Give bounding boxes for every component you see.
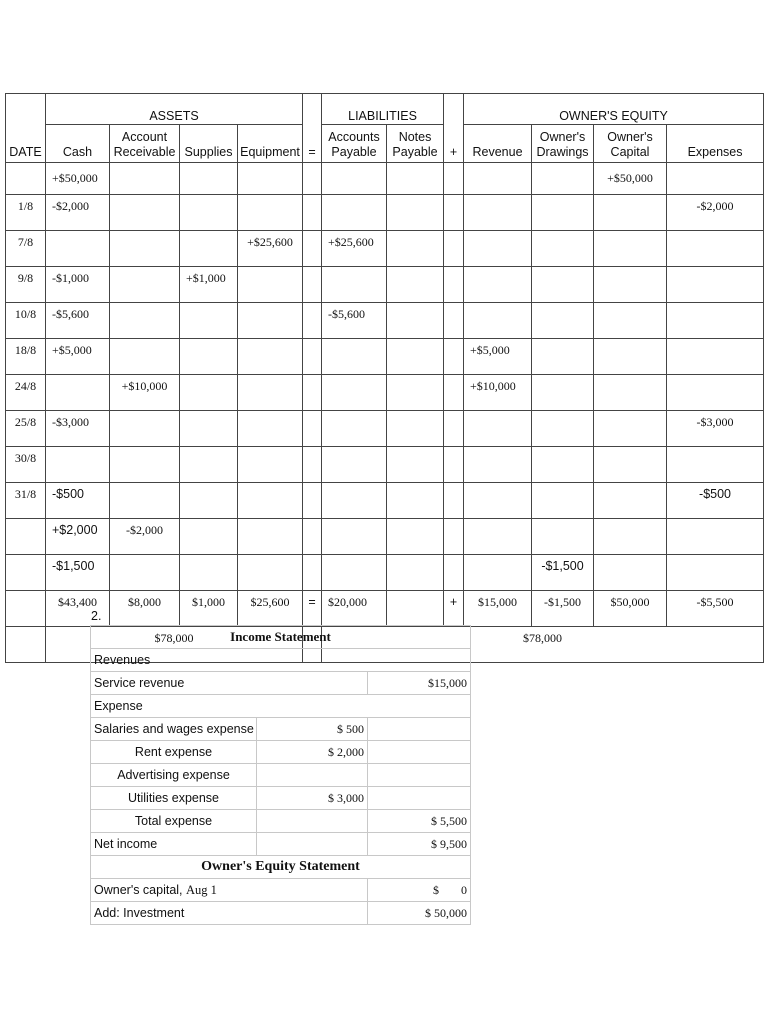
cell-capital (594, 483, 667, 519)
cell-supplies (180, 483, 238, 519)
cell-drawings (532, 195, 594, 231)
cell-date (6, 519, 46, 555)
cell-ap (322, 339, 387, 375)
cell-supplies (180, 339, 238, 375)
cell-equipment (238, 163, 303, 195)
cell-ap (322, 555, 387, 591)
cell-cash: -$2,000 (46, 195, 110, 231)
plus-spacer (444, 375, 464, 411)
total-owners-drawings: -$1,500 (532, 591, 594, 627)
totals-date (6, 591, 46, 627)
total-supplies: $1,000 (180, 591, 238, 627)
col-notes-payable: Notes Payable (387, 125, 444, 163)
cell-equipment (238, 411, 303, 447)
plus-spacer (444, 555, 464, 591)
cell-supplies (180, 163, 238, 195)
totals-plus: + (444, 591, 464, 627)
cell-capital (594, 555, 667, 591)
transaction-row (6, 519, 764, 555)
cell-revenue (464, 447, 532, 483)
cell-capital (594, 375, 667, 411)
grand-totals-date (6, 627, 46, 663)
cell-revenue (464, 231, 532, 267)
cell-drawings (532, 267, 594, 303)
total-notes-payable (387, 591, 444, 627)
cell-revenue (464, 519, 532, 555)
cell-equipment: +$25,600 (238, 231, 303, 267)
income-statement-title: Income Statement (91, 626, 471, 649)
expense-label-utilities: Utilities expense (91, 787, 257, 810)
cell-expenses (667, 267, 764, 303)
cell-ar (110, 303, 180, 339)
equals-spacer (303, 163, 322, 195)
cell-revenue (464, 483, 532, 519)
cell-ap (322, 375, 387, 411)
col-cash: Cash (46, 125, 110, 163)
transaction-row (6, 555, 764, 591)
equals-spacer (303, 375, 322, 411)
cell-supplies (180, 555, 238, 591)
plus-spacer (444, 195, 464, 231)
col-date: DATE (6, 125, 46, 163)
cell-drawings (532, 411, 594, 447)
cell-cash (46, 231, 110, 267)
cell-revenue (464, 267, 532, 303)
total-assets: $78,000 (46, 627, 303, 663)
cell-supplies (180, 447, 238, 483)
cell-capital (594, 267, 667, 303)
col-equals: = (303, 125, 322, 163)
cell-ar (110, 411, 180, 447)
plus-spacer (444, 267, 464, 303)
plus-spacer (444, 447, 464, 483)
cell-np (387, 195, 444, 231)
expense-label-rent: Rent expense (91, 741, 257, 764)
cell-np (387, 163, 444, 195)
cell-supplies (180, 519, 238, 555)
cell-drawings (532, 447, 594, 483)
owners-capital-date: Aug 1 (186, 882, 217, 897)
net-income-label: Net income (91, 833, 257, 856)
cell-np (387, 231, 444, 267)
header-spacer (444, 94, 464, 125)
cell-cash (46, 375, 110, 411)
cell-expenses (667, 231, 764, 267)
equals-spacer (303, 555, 322, 591)
equals-spacer (303, 483, 322, 519)
transaction-row (6, 339, 764, 375)
totals-equals: = (303, 591, 322, 627)
cell-equipment (238, 303, 303, 339)
expense-blank (368, 741, 471, 764)
equals-spacer (303, 447, 322, 483)
income-statement-table (90, 625, 471, 925)
cell-expenses: -$500 (667, 483, 764, 519)
cell-ap (322, 447, 387, 483)
cell-capital (594, 447, 667, 483)
cell-cash: -$500 (46, 483, 110, 519)
owners-equity-header: OWNER'S EQUITY (464, 94, 764, 125)
cell-revenue: +$10,000 (464, 375, 532, 411)
expense-value-salaries: $ 500 (257, 718, 368, 741)
cell-date: 1/8 (6, 195, 46, 231)
owners-capital-value: $ 0 (368, 879, 471, 902)
cell-equipment (238, 195, 303, 231)
total-accounts-receivable: $8,000 (110, 591, 180, 627)
cell-revenue (464, 555, 532, 591)
cell-equipment (238, 483, 303, 519)
cell-np (387, 303, 444, 339)
expense-label: Expense (91, 695, 471, 718)
total-revenue: $15,000 (464, 591, 532, 627)
liabilities-header: LIABILITIES (322, 94, 444, 125)
header-spacer (303, 94, 322, 125)
transaction-row (6, 267, 764, 303)
transaction-row (6, 303, 764, 339)
cell-expenses: -$2,000 (667, 195, 764, 231)
total-owners-capital: $50,000 (594, 591, 667, 627)
expense-blank (368, 718, 471, 741)
plus-spacer (444, 483, 464, 519)
cell-equipment (238, 375, 303, 411)
equals-spacer (303, 231, 322, 267)
cell-np (387, 375, 444, 411)
cell-date (6, 555, 46, 591)
cell-ap (322, 267, 387, 303)
cell-drawings (532, 303, 594, 339)
cell-drawings (532, 483, 594, 519)
service-revenue-value: $15,000 (368, 672, 471, 695)
expense-value-advertising (257, 764, 368, 787)
cell-drawings (532, 375, 594, 411)
transaction-row (6, 231, 764, 267)
transaction-row (6, 411, 764, 447)
cell-revenue (464, 411, 532, 447)
cell-supplies (180, 411, 238, 447)
cell-ap: +$25,600 (322, 231, 387, 267)
cell-date: 18/8 (6, 339, 46, 375)
plus-spacer (444, 339, 464, 375)
assets-header: ASSETS (46, 94, 303, 125)
cell-drawings: -$1,500 (532, 555, 594, 591)
cell-equipment (238, 447, 303, 483)
equals-spacer (303, 267, 322, 303)
total-expenses: -$5,500 (667, 591, 764, 627)
cell-capital (594, 519, 667, 555)
cell-drawings (532, 231, 594, 267)
cell-equipment (238, 519, 303, 555)
transaction-row (6, 375, 764, 411)
col-plus: + (444, 125, 464, 163)
equals-spacer (303, 519, 322, 555)
cell-ap (322, 411, 387, 447)
cell-ar (110, 555, 180, 591)
col-owners-drawings: Owner's Drawings (532, 125, 594, 163)
cell-capital (594, 231, 667, 267)
total-equipment: $25,600 (238, 591, 303, 627)
expense-label-salaries: Salaries and wages expense (91, 718, 257, 741)
cell-cash: -$3,000 (46, 411, 110, 447)
cell-ar (110, 483, 180, 519)
cell-drawings (532, 339, 594, 375)
col-revenue: Revenue (464, 125, 532, 163)
equals-spacer (303, 339, 322, 375)
accounting-equation-table (5, 93, 764, 663)
cell-np (387, 339, 444, 375)
cell-np (387, 267, 444, 303)
revenues-label: Revenues (91, 649, 471, 672)
cell-date: 31/8 (6, 483, 46, 519)
cell-np (387, 555, 444, 591)
cell-capital (594, 339, 667, 375)
cell-ap (322, 483, 387, 519)
plus-spacer (444, 231, 464, 267)
plus-spacer (444, 163, 464, 195)
col-accounts-receivable: Account Receivable (110, 125, 180, 163)
total-expense-blank (257, 810, 368, 833)
cell-supplies (180, 375, 238, 411)
cell-cash: +$5,000 (46, 339, 110, 375)
cell-date: 7/8 (6, 231, 46, 267)
cell-drawings (532, 163, 594, 195)
cell-date (6, 163, 46, 195)
cell-capital: +$50,000 (594, 163, 667, 195)
total-expense-label: Total expense (91, 810, 257, 833)
cell-np (387, 483, 444, 519)
investment-label: Add: Investment (91, 902, 368, 925)
col-owners-capital: Owner's Capital (594, 125, 667, 163)
equals-spacer (303, 411, 322, 447)
expense-label-advertising: Advertising expense (91, 764, 257, 787)
transaction-row (6, 483, 764, 519)
net-income-blank (257, 833, 368, 856)
cell-ar (110, 339, 180, 375)
cell-date: 24/8 (6, 375, 46, 411)
plus-spacer (444, 303, 464, 339)
cell-supplies: +$1,000 (180, 267, 238, 303)
cell-capital (594, 303, 667, 339)
totals-row (6, 591, 764, 627)
transaction-row (6, 447, 764, 483)
cell-revenue (464, 303, 532, 339)
expense-value-utilities: $ 3,000 (257, 787, 368, 810)
transaction-row (6, 163, 764, 195)
cell-date: 9/8 (6, 267, 46, 303)
cell-ar: +$10,000 (110, 375, 180, 411)
col-expenses: Expenses (667, 125, 764, 163)
cell-ap (322, 519, 387, 555)
plus-spacer (444, 519, 464, 555)
cell-supplies (180, 303, 238, 339)
plus-spacer (444, 411, 464, 447)
cell-capital (594, 195, 667, 231)
cell-equipment (238, 555, 303, 591)
col-equipment: Equipment (238, 125, 303, 163)
cell-expenses (667, 375, 764, 411)
cell-cash: -$1,500 (46, 555, 110, 591)
cell-expenses (667, 163, 764, 195)
equals-spacer (303, 195, 322, 231)
cell-np (387, 411, 444, 447)
cell-date: 30/8 (6, 447, 46, 483)
cell-expenses (667, 447, 764, 483)
cell-cash: -$1,000 (46, 267, 110, 303)
cell-equipment (238, 267, 303, 303)
cell-cash: -$5,600 (46, 303, 110, 339)
cell-date: 10/8 (6, 303, 46, 339)
cell-np (387, 447, 444, 483)
cell-ap (322, 163, 387, 195)
cell-ar: -$2,000 (110, 519, 180, 555)
net-income-value: $ 9,500 (368, 833, 471, 856)
cell-ar (110, 267, 180, 303)
cell-np (387, 519, 444, 555)
total-expense-value: $ 5,500 (368, 810, 471, 833)
cell-cash: +$50,000 (46, 163, 110, 195)
cell-expenses (667, 555, 764, 591)
equals-spacer (303, 303, 322, 339)
transaction-row (6, 195, 764, 231)
owners-capital-label: Owner's capital, Aug 1 (91, 879, 368, 902)
total-accounts-payable: $20,000 (322, 591, 387, 627)
header-blank (6, 94, 46, 125)
expense-blank (368, 787, 471, 810)
cell-revenue (464, 163, 532, 195)
cell-expenses (667, 519, 764, 555)
cell-expenses: -$3,000 (667, 411, 764, 447)
cell-revenue: +$5,000 (464, 339, 532, 375)
cell-ap: -$5,600 (322, 303, 387, 339)
cell-capital (594, 411, 667, 447)
cell-revenue (464, 195, 532, 231)
expense-value-rent: $ 2,000 (257, 741, 368, 764)
cell-supplies (180, 195, 238, 231)
cell-cash (46, 447, 110, 483)
cell-drawings (532, 519, 594, 555)
cell-supplies (180, 231, 238, 267)
cell-ar (110, 231, 180, 267)
cell-ar (110, 447, 180, 483)
cell-equipment (238, 339, 303, 375)
total-cash: $43,400 (46, 591, 110, 627)
cell-cash: +$2,000 (46, 519, 110, 555)
section-number: 2. (91, 609, 102, 623)
col-accounts-payable: Accounts Payable (322, 125, 387, 163)
cell-ap (322, 195, 387, 231)
cell-date: 25/8 (6, 411, 46, 447)
owners-equity-statement-title: Owner's Equity Statement (91, 856, 471, 879)
total-liabilities-and-equity: $78,000 (322, 627, 764, 663)
expense-blank (368, 764, 471, 787)
cell-ar (110, 195, 180, 231)
investment-value: $ 50,000 (368, 902, 471, 925)
cell-expenses (667, 303, 764, 339)
cell-ar (110, 163, 180, 195)
col-supplies: Supplies (180, 125, 238, 163)
cell-expenses (667, 339, 764, 375)
service-revenue-label: Service revenue (91, 672, 368, 695)
